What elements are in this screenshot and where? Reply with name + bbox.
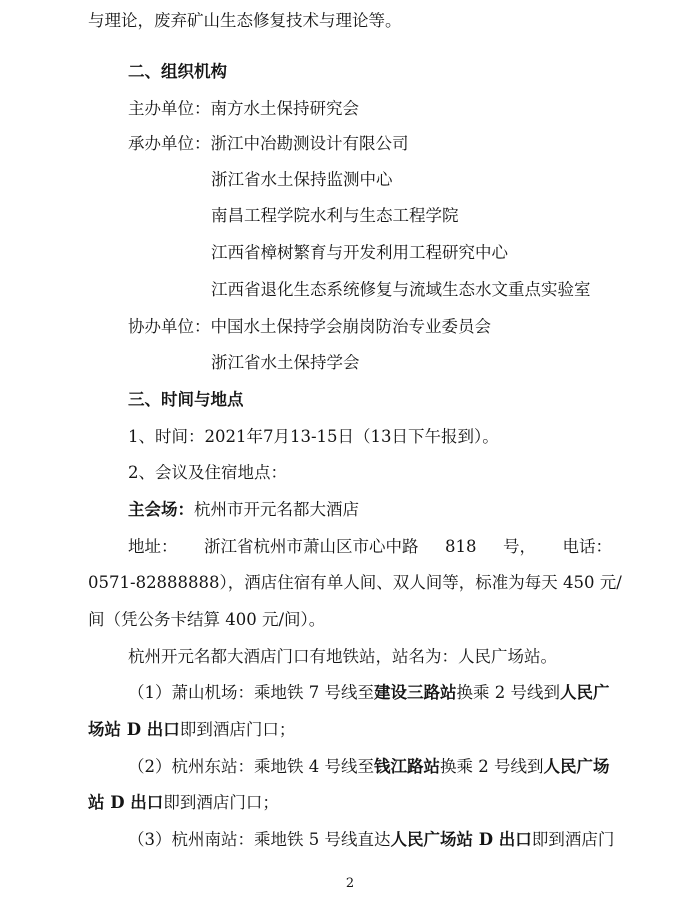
address-label: 地址： [128,537,178,556]
route-1-transfer-station: 建设三路站 [374,683,457,702]
organizer-name: 江西省退化生态系统修复与流域生态水文重点实验室 [211,280,591,299]
route-1-text: 即到酒店门口； [179,720,296,739]
route-1-line-2 [88,719,295,741]
metro-note: 杭州开元名都大酒店门口有地铁站，站名为：人民广场站。 [128,647,557,666]
organizer-name: 南昌工程学院水利与生态工程学院 [211,206,459,225]
route-2-destination: 人民广场 [543,757,610,776]
intro-tail: 与理论，废弃矿山生态修复技术与理论等。 [88,11,402,30]
organizer-name: 浙江中冶勘测设计有限公司 [210,134,409,153]
address-line-3: 间（凭公务卡结算 400 元/间）。 [88,610,326,629]
venue-heading: 2、会议及住宿地点： [128,463,287,482]
coorganizer-label: 协办单位： [128,317,211,336]
route-1-text: 换乘 2 号线到 [456,683,560,702]
address-text: 浙江省杭州市萧山区市心中路 [204,537,419,556]
main-venue-row [128,499,359,521]
coorganizer-row [128,316,491,338]
address-number: 818 [445,537,477,556]
route-1-line-1 [128,682,610,704]
route-3-text: 即到酒店门 [531,830,615,849]
host-label: 主办单位： [128,99,211,118]
address-line-2: 0571-82888888），酒店住宿有单人间、双人间等，标准为每天 450 元/ [88,573,622,592]
route-1-text: （1）萧山机场：乘地铁 7 号线至 [128,683,374,702]
route-2-text: 即到酒店门口； [163,793,279,812]
organizer-row [128,133,409,155]
route-3-line-1 [128,829,614,851]
main-venue-name: 杭州市开元名都大酒店 [194,500,359,519]
phone-label: 电话： [562,537,612,556]
address-line-1 [128,536,612,558]
organizer-label: 承办单位： [128,134,211,153]
host-name: 南方水土保持研究会 [210,99,359,118]
host-row [128,98,359,120]
organizer-name: 江西省樟树繁育与开发利用工程研究中心 [211,243,508,262]
route-2-text: （2）杭州东站：乘地铁 4 号线至 [128,757,374,776]
route-2-line-2 [88,792,279,814]
route-2-transfer-station: 钱江路站 [374,757,440,776]
coorganizer-name: 中国水土保持学会崩岗防治专业委员会 [210,317,491,336]
route-3-text: （3）杭州南站：乘地铁 5 号线直达 [128,830,391,849]
route-1-exit: 场站 D 出口 [88,720,180,739]
route-2-exit: 站 D 出口 [88,793,164,812]
main-venue-label: 主会场： [128,500,194,519]
meeting-time: 1、时间：2021年7月13-15日（13日下午报到）。 [128,427,499,446]
section-3-heading: 三、时间与地点 [128,390,244,409]
route-3-destination: 人民广场站 D 出口 [390,830,532,849]
route-2-line-1 [128,756,610,778]
page-number: 2 [345,876,355,891]
coorganizer-name: 浙江省水土保持学会 [211,353,360,372]
section-2-heading: 二、组织机构 [128,62,227,81]
route-1-destination: 人民广 [560,683,610,702]
organizer-name: 浙江省水土保持监测中心 [211,170,393,189]
address-number-suffix: 号， [503,537,536,556]
route-2-text: 换乘 2 号线到 [440,757,544,776]
